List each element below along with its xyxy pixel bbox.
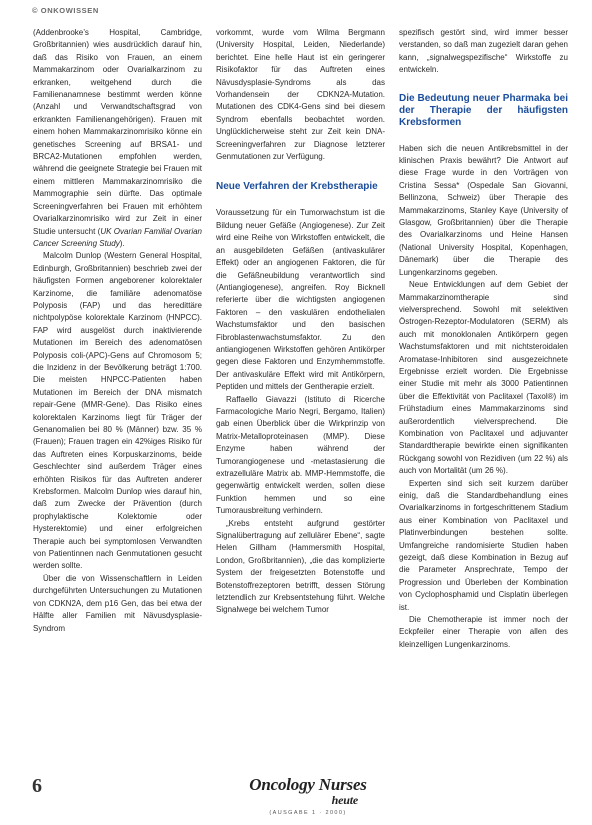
study-name: UK Ovarian Familial Ovarian Cancer Screening Study: [33, 226, 202, 248]
paragraph: Experten sind sich seit kurzem darüber einig, daß die Standardbehandlung eines Ovarialkarzinoms in fortgeschrittenem Stadium aus einer Kombination von Paclitaxel und Platinverbindungen bestehen sollte. Umfangreiche randomisierte Studien haben gezeigt, daß diese Kombination in Bezug auf die Parameter Ansprechrate, Tempo der Progression und Überleben der Kombination von Cyclophosphamid und Cisplatin überlegen ist.: [399, 478, 568, 612]
page-number: 6: [32, 775, 42, 797]
paragraph: „Krebs entsteht aufgrund gestörter Signalübertragung auf zellulärer Ebene“, sagte Helen Gillham (Hammersmith Hospital, London, Großbritannien), „die das komplizierte System der freigesetzten Botenstoffe und Botenstoffrezeptoren betrifft, dessen Störung letztendlich zur Krebsentstehung führt. Welche Signalwege bei welchem Tumor: [216, 518, 385, 615]
section-heading: Neue Verfahren der Krebstherapie: [216, 181, 378, 193]
article-body: [33, 27, 568, 760]
paragraph-text: (Addenbrooke’s Hospital, Cambridge, Großbritannien) wies ausdrücklich darauf hin, daß das Risiko von Frauen, an einem Mammakarzinom oder Ovarialkarzinom zu erkranken, weitgehend durch die Familienanamnese bestimmt werden könne (Anzahl und Verwandtschaftsgrad von erkrankten Familienangehörigen). Frauen mit einem hohen Mammakarzinomrisiko könne ein genetisches Screening auf BRSA1- und BRCA2-Mutationen empfohlen werden, während die geeignete Strategie bei Frauen mit einem mittleren Mammakarzinomrisiko die Mammographie sein dürfte. Das optimale Screeningverfahren bei Frauen mit erhöhtem Ovarialkarzinomrisiko wird zur Zeit in einer Studie untersucht (: [33, 28, 202, 236]
paragraph: Neue Entwicklungen auf dem Gebiet der Mammakarzinomtherapie sind vielversprechend. Sowohl mit selektiven Östrogen-Rezeptor-Modulatoren (SERM) als auch mit monoklonalen Antikörpern gegen Wachstumsfaktoren und mit nichtsteroidalen Aromatase-Inhibitoren sind ausgezeichnete Ergebnisse erzielt worden. Die Ergebnisse einer Studie mit mehr als 3000 Patientinnen über die Effektivität von Paclitaxel (Taxol®) im Frühstadium eines Mammakarzinoms sind außerordentlich vielversprechend. Die Kombination von Paclitaxel und adjuvanter Standardtherapie bewirkte einen signifikanten Rückgang sowohl von Rezidiven (um 22 %) als auch von Mortalität (um 26 %).: [399, 280, 568, 476]
paragraph: Haben sich die neuen Antikrebsmittel in der klinischen Praxis bewährt? Die Antwort auf diese Frage wurde in den Vorträgen von Cristina Sessa* (Ospedale San Giovanni, Bellinzona, Schweiz) über Therapie des Mammakarzinoms, Stanley Kaye (University of Glasgow, Großbritannien) über die Therapie des Ovarialkarzinoms und Heine Hansen (National University Hospital, Kopenhagen, Dänemark) über die Therapie des Lungenkarzinoms gegeben.: [399, 143, 568, 277]
paragraph: vorkommt, wurde vom Wilma Bergmann (University Hospital, Leiden, Niederlande) berichtet. Eine helle Haut ist ein geringerer Risikofaktor für das Auftreten eines Nävusdysplasie-Syndroms als das Vorhandensein der CDKN2A-Mutation. Mutationen des CDK4-Gens sind bei diesem Syndrom ebenfalls beobachtet worden. Unglücklicherweise steht zur Zeit kein DNA-Screeningverfahren zur Diagnose letzterer Genmutationen zur Verfügung.: [216, 28, 385, 162]
logo-subtitle: heute: [331, 793, 358, 807]
paragraph: Malcolm Dunlop (Western General Hospital, Edinburgh, Großbritannien) beschrieb zwei der häufigsten Formen angeborener kolorektaler Karzinome, die familiäre adenomatöse Polyposis (FAP) und das heredittäre nichtpolypöse kolorektale Karzinom (HNPCC). FAP wird ausgelöst durch inaktivierende Mutationen im Bereich des adenomatösen Polyposis coli-(APC)-Gens auf Chromosom 5; die Inzidenz in der Bevölkerung beträgt 1:700. Die meisten HNPCC-Patienten haben Mutationen im Bereich der DNA mismatch repair-Gene (MMR-Gene). Das Risiko eines kolorektalen Karzinoms liegt für Träger der Genanomalien bei 80 % (Männer) bzw. 35 % (Frauen); Frauen tragen ein 42%iges Risiko für das Auftreten eines Korpuskarzinoms, beide Geschlechter sind außerdem Träger eines erhöhten Risikos für das Auftreten anderer Krebsformen. Malcolm Dunlop wies darauf hin, daß zum Zwecke der Prävention (durch prophylaktische Kolektomie oder Hysterektomie) und einer erfolgreichen Therapie auch bei symptomlosen Verwandten von Patientinnen nach Genmutationen gesucht werden sollte.: [33, 251, 202, 571]
logo-wordmark: [228, 776, 388, 809]
paragraph: spezifisch gestört sind, wird immer besser verstanden, so daß man zugezielt daran gehen kann, „signalwegspezifische“ Wirkstoffe zu entwickeln.: [399, 28, 568, 75]
paragraph: Voraussetzung für ein Tumorwachstum ist die Bildung neuer Gefäße (Angiogenese). Zur Zeit wird eine Reihe von Wirkstoffen entwickelt, die an ausgebildeten Gefäßen (antivaskulärer Effekt) oder an angiogenen Faktoren, die für die Gefäßneubildung verantwortlich sind (Antiangiogenese), angreifen. Roy Bicknell referierte über die wichtigsten angiogenen Faktoren – den vaskulären endothelialen Wachstumsfaktor und den basischen Fibroblastenwachstumsfaktor. Zu den antiangiogenen Wirkstoffen gehören Antikörper gegen diese Faktoren und Enzymhemmstoffe. Der antivaskuläre Effekt wird mit Antikörpern, Peptiden und mittels der Gentherapie erzielt.: [216, 208, 385, 392]
paragraph-text: ).: [119, 238, 125, 248]
paragraph: [33, 27, 202, 250]
paragraph: Raffaello Giavazzi (Istituto di Ricerche Farmacologiche Mario Negri, Bergamo, Italien) gab einen Überblick über die Wirkprinzip von Matrix-Metalloproteinasen (MMP). Diese Enzyme haben während der Tumorangiogenese und -metastasierung die extrazelluläre Matrix ab. MMP-Hemmstoffe, die gegenwärtig entwickelt werden, sollen diese Funktion hemmen und so eine Tumorausbreitung verhindern.: [216, 394, 385, 516]
logo-title: Oncology Nurses: [249, 775, 367, 794]
journal-logo: [228, 776, 388, 816]
issue-label: (AUSGABE 1 · 2000): [269, 810, 347, 816]
column-1: [33, 27, 202, 760]
paragraph: Die Chemotherapie ist immer noch der Eckpfeiler einer Therapie von allen des kleinzelligen Lungenkarzinoms.: [399, 615, 568, 649]
section-heading: Die Bedeutung neuer Pharmaka bei der Therapie der häufigsten Krebsformen: [399, 92, 568, 128]
paragraph: Über die von Wissenschaftlern in Leiden durchgeführten Untersuchungen zu Mutationen von CDKN2A, dem p16 Gen, das bei etwa der Hälfte aller Familien mit Nävusdysplasie-Syndrom: [33, 573, 202, 633]
column-2: [216, 27, 385, 760]
running-header: © ONKOWISSEN: [32, 6, 99, 15]
column-3: [399, 27, 568, 760]
